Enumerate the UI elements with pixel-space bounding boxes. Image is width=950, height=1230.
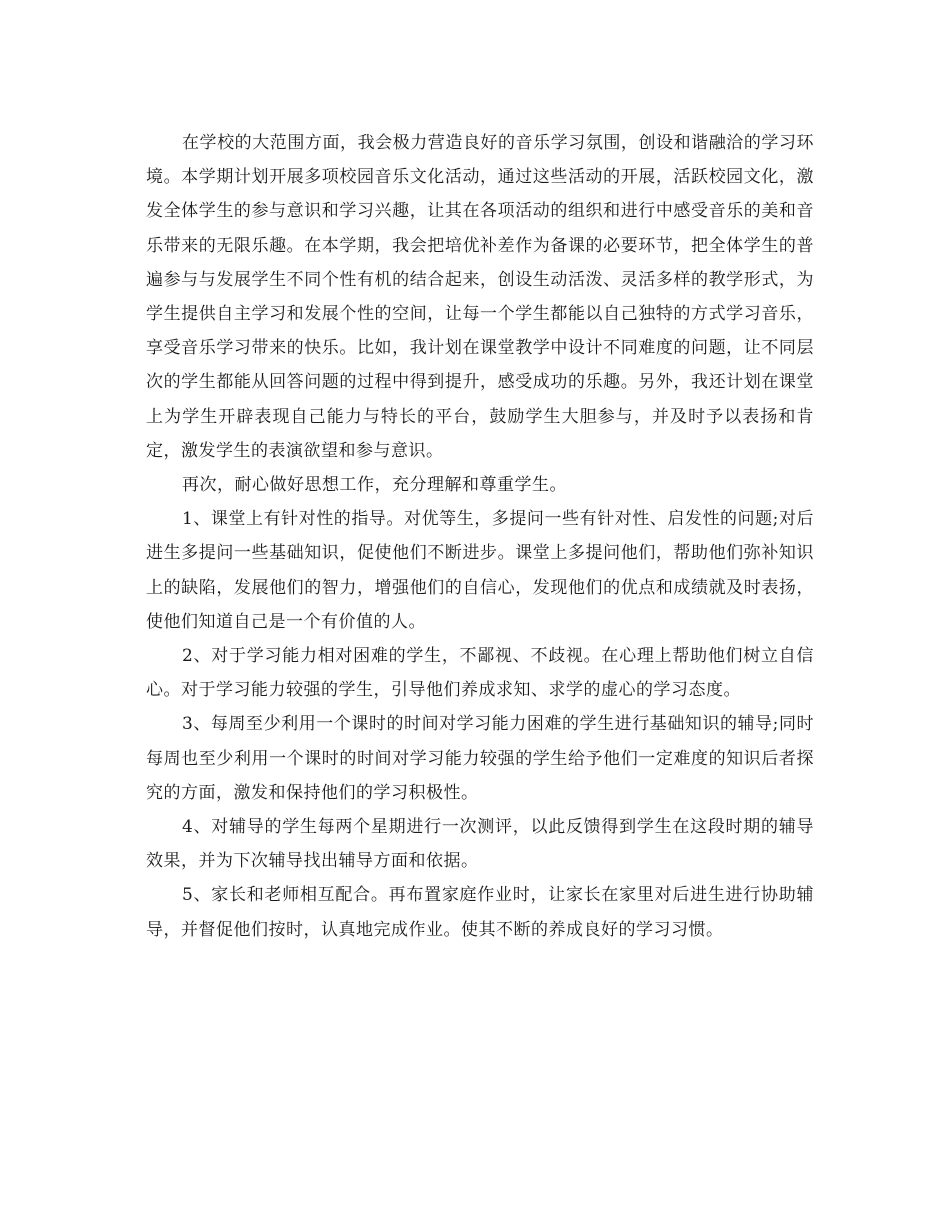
- paragraph-item-1: 1、课堂上有针对性的指导。对优等生，多提问一些有针对性、启发性的问题;对后进生多提问一些基础知识，促使他们不断进步。课堂上多提问他们，帮助他们弥补知识上的缺陷，发展他们的智力，增强他们的自信心，发现他们的优点和成绩就及时表扬，使他们知道自己是一个有价值的人。: [146, 509, 814, 632]
- paragraph-item-4: 4、对辅导的学生每两个星期进行一次测评，以此反馈得到学生在这段时期的辅导效果，并为下次辅导找出辅导方面和依据。: [146, 817, 814, 872]
- paragraph-item-3: 3、每周至少利用一个课时的时间对学习能力困难的学生进行基础知识的辅导;同时每周也至少利用一个课时的时间对学习能力较强的学生给予他们一定难度的知识后者探究的方面，激发和保持他们的学习积极性。: [146, 714, 814, 803]
- paragraph-heading-again: 再次，耐心做好思想工作，充分理解和尊重学生。: [182, 475, 567, 496]
- paragraph-item-2: 2、对于学习能力相对困难的学生，不鄙视、不歧视。在心理上帮助他们树立自信心。对于学习能力较强的学生，引导他们养成求知、求学的虚心的学习态度。: [146, 646, 814, 701]
- paragraph-item-5: 5、家长和老师相互配合。再布置家庭作业时，让家长在家里对后进生进行协助辅导，并督促他们按时，认真地完成作业。使其不断的养成良好的学习习惯。: [146, 885, 814, 940]
- paragraph-intro: 在学校的大范围方面，我会极力营造良好的音乐学习氛围，创设和谐融洽的学习环境。本学期计划开展多项校园音乐文化活动，通过这些活动的开展，活跃校园文化，激发全体学生的参与意识和学习兴趣，让其在各项活动的组织和进行中感受音乐的美和音乐带来的无限乐趣。在本学期，我会把培优补差作为备课的必要环节，把全体学生的普遍参与与发展学生不同个性有机的结合起来，创设生动活泼、灵活多样的教学形式，为学生提供自主学习和发展个性的空间，让每一个学生都能以自己独特的方式学习音乐，享受音乐学习带来的快乐。比如，我计划在课堂教学中设计不同难度的问题，让不同层次的学生都能从回答问题的过程中得到提升，感受成功的乐趣。另外，我还计划在课堂上为学生开辟表现自己能力与特长的平台，鼓励学生大胆参与，并及时予以表扬和肯定，激发学生的表演欲望和参与意识。: [146, 133, 814, 461]
- document-body: [146, 126, 814, 947]
